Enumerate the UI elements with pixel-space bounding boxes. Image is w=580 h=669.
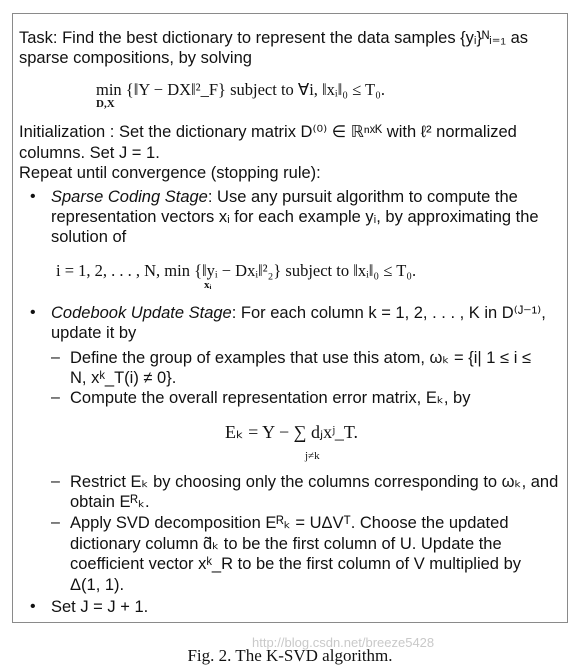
- error-equation-subscript: j≠k: [305, 450, 320, 462]
- sparse-title: Sparse Coding Stage: [51, 188, 208, 206]
- define-group-line-1: Define the group of examples that use this atom, ωₖ = {i| 1 ≤ i ≤: [70, 349, 532, 367]
- compute-error-line: Compute the overall representation error matrix, Eₖ, by: [70, 389, 471, 407]
- dash-4: –: [51, 514, 60, 531]
- sparse-line-3: solution of: [51, 228, 127, 246]
- task-equation-subscript: D,X: [96, 98, 115, 110]
- sparse-line-2: representation vectors xᵢ for each example yᵢ, by approximating the: [51, 208, 539, 226]
- restrict-line-2: obtain Eᴿₖ.: [70, 493, 150, 511]
- svd-line-4: Δ(1, 1).: [70, 576, 125, 594]
- bullet-sparse-coding: •: [30, 188, 36, 205]
- error-matrix-equation: Eₖ = Y − ∑ dⱼxʲ_T.: [225, 422, 359, 442]
- svd-line-1: Apply SVD decomposition Eᴿₖ = UΔVᵀ. Choose the updated: [70, 514, 509, 532]
- task-equation: min {‖Y − DX‖²_F} subject to ∀i, ‖xᵢ‖₀ ≤ T₀.: [96, 80, 385, 99]
- init-line-3: Repeat until convergence (stopping rule):: [19, 164, 321, 182]
- watermark: http://blog.csdn.net/breeze5428: [252, 635, 435, 650]
- set-j-line: Set J = J + 1.: [51, 598, 149, 616]
- dash-1: –: [51, 349, 60, 366]
- figure-caption: Fig. 2. The K-SVD algorithm.: [187, 646, 393, 665]
- init-line-2: columns. Set J = 1.: [19, 144, 160, 162]
- dash-2: –: [51, 389, 60, 406]
- task-line-1: Task: Find the best dictionary to represent the data samples {yᵢ}ᴺᵢ₌₁ as: [19, 29, 528, 47]
- sparse-equation-subscript: xᵢ: [204, 279, 212, 291]
- init-line-1: Initialization : Set the dictionary matrix D⁽⁰⁾ ∈ ℝⁿˣᴷ with ℓ² normalized: [19, 123, 517, 141]
- bullet-codebook-update: •: [30, 304, 36, 321]
- sparse-equation: i = 1, 2, . . . , N, min {‖yᵢ − Dxᵢ‖²₂} subject to ‖xᵢ‖₀ ≤ T₀.: [56, 261, 417, 280]
- codebook-line-2: update it by: [51, 324, 137, 342]
- codebook-title: Codebook Update Stage: [51, 304, 232, 322]
- svd-line-2: dictionary column d̃ₖ to be the first column of U. Update the: [70, 535, 502, 553]
- sparse-line-1-rest: : Use any pursuit algorithm to compute the: [207, 188, 518, 206]
- bullet-set-j: •: [30, 598, 36, 615]
- task-line-2: sparse compositions, by solving: [19, 49, 252, 67]
- codebook-line-1-rest: : For each column k = 1, 2, . . . , K in D⁽ᴶ⁻¹⁾,: [231, 304, 546, 322]
- sparse-line-1: [51, 187, 518, 207]
- dash-3: –: [51, 473, 60, 490]
- define-group-line-2: N, xᵏ_T(i) ≠ 0}.: [70, 369, 177, 387]
- restrict-line-1: Restrict Eₖ by choosing only the columns corresponding to ωₖ, and: [70, 473, 559, 491]
- codebook-line-1: [51, 303, 546, 323]
- svd-line-3: coefficient vector xᵏ_R to be the first column of V multiplied by: [70, 555, 521, 573]
